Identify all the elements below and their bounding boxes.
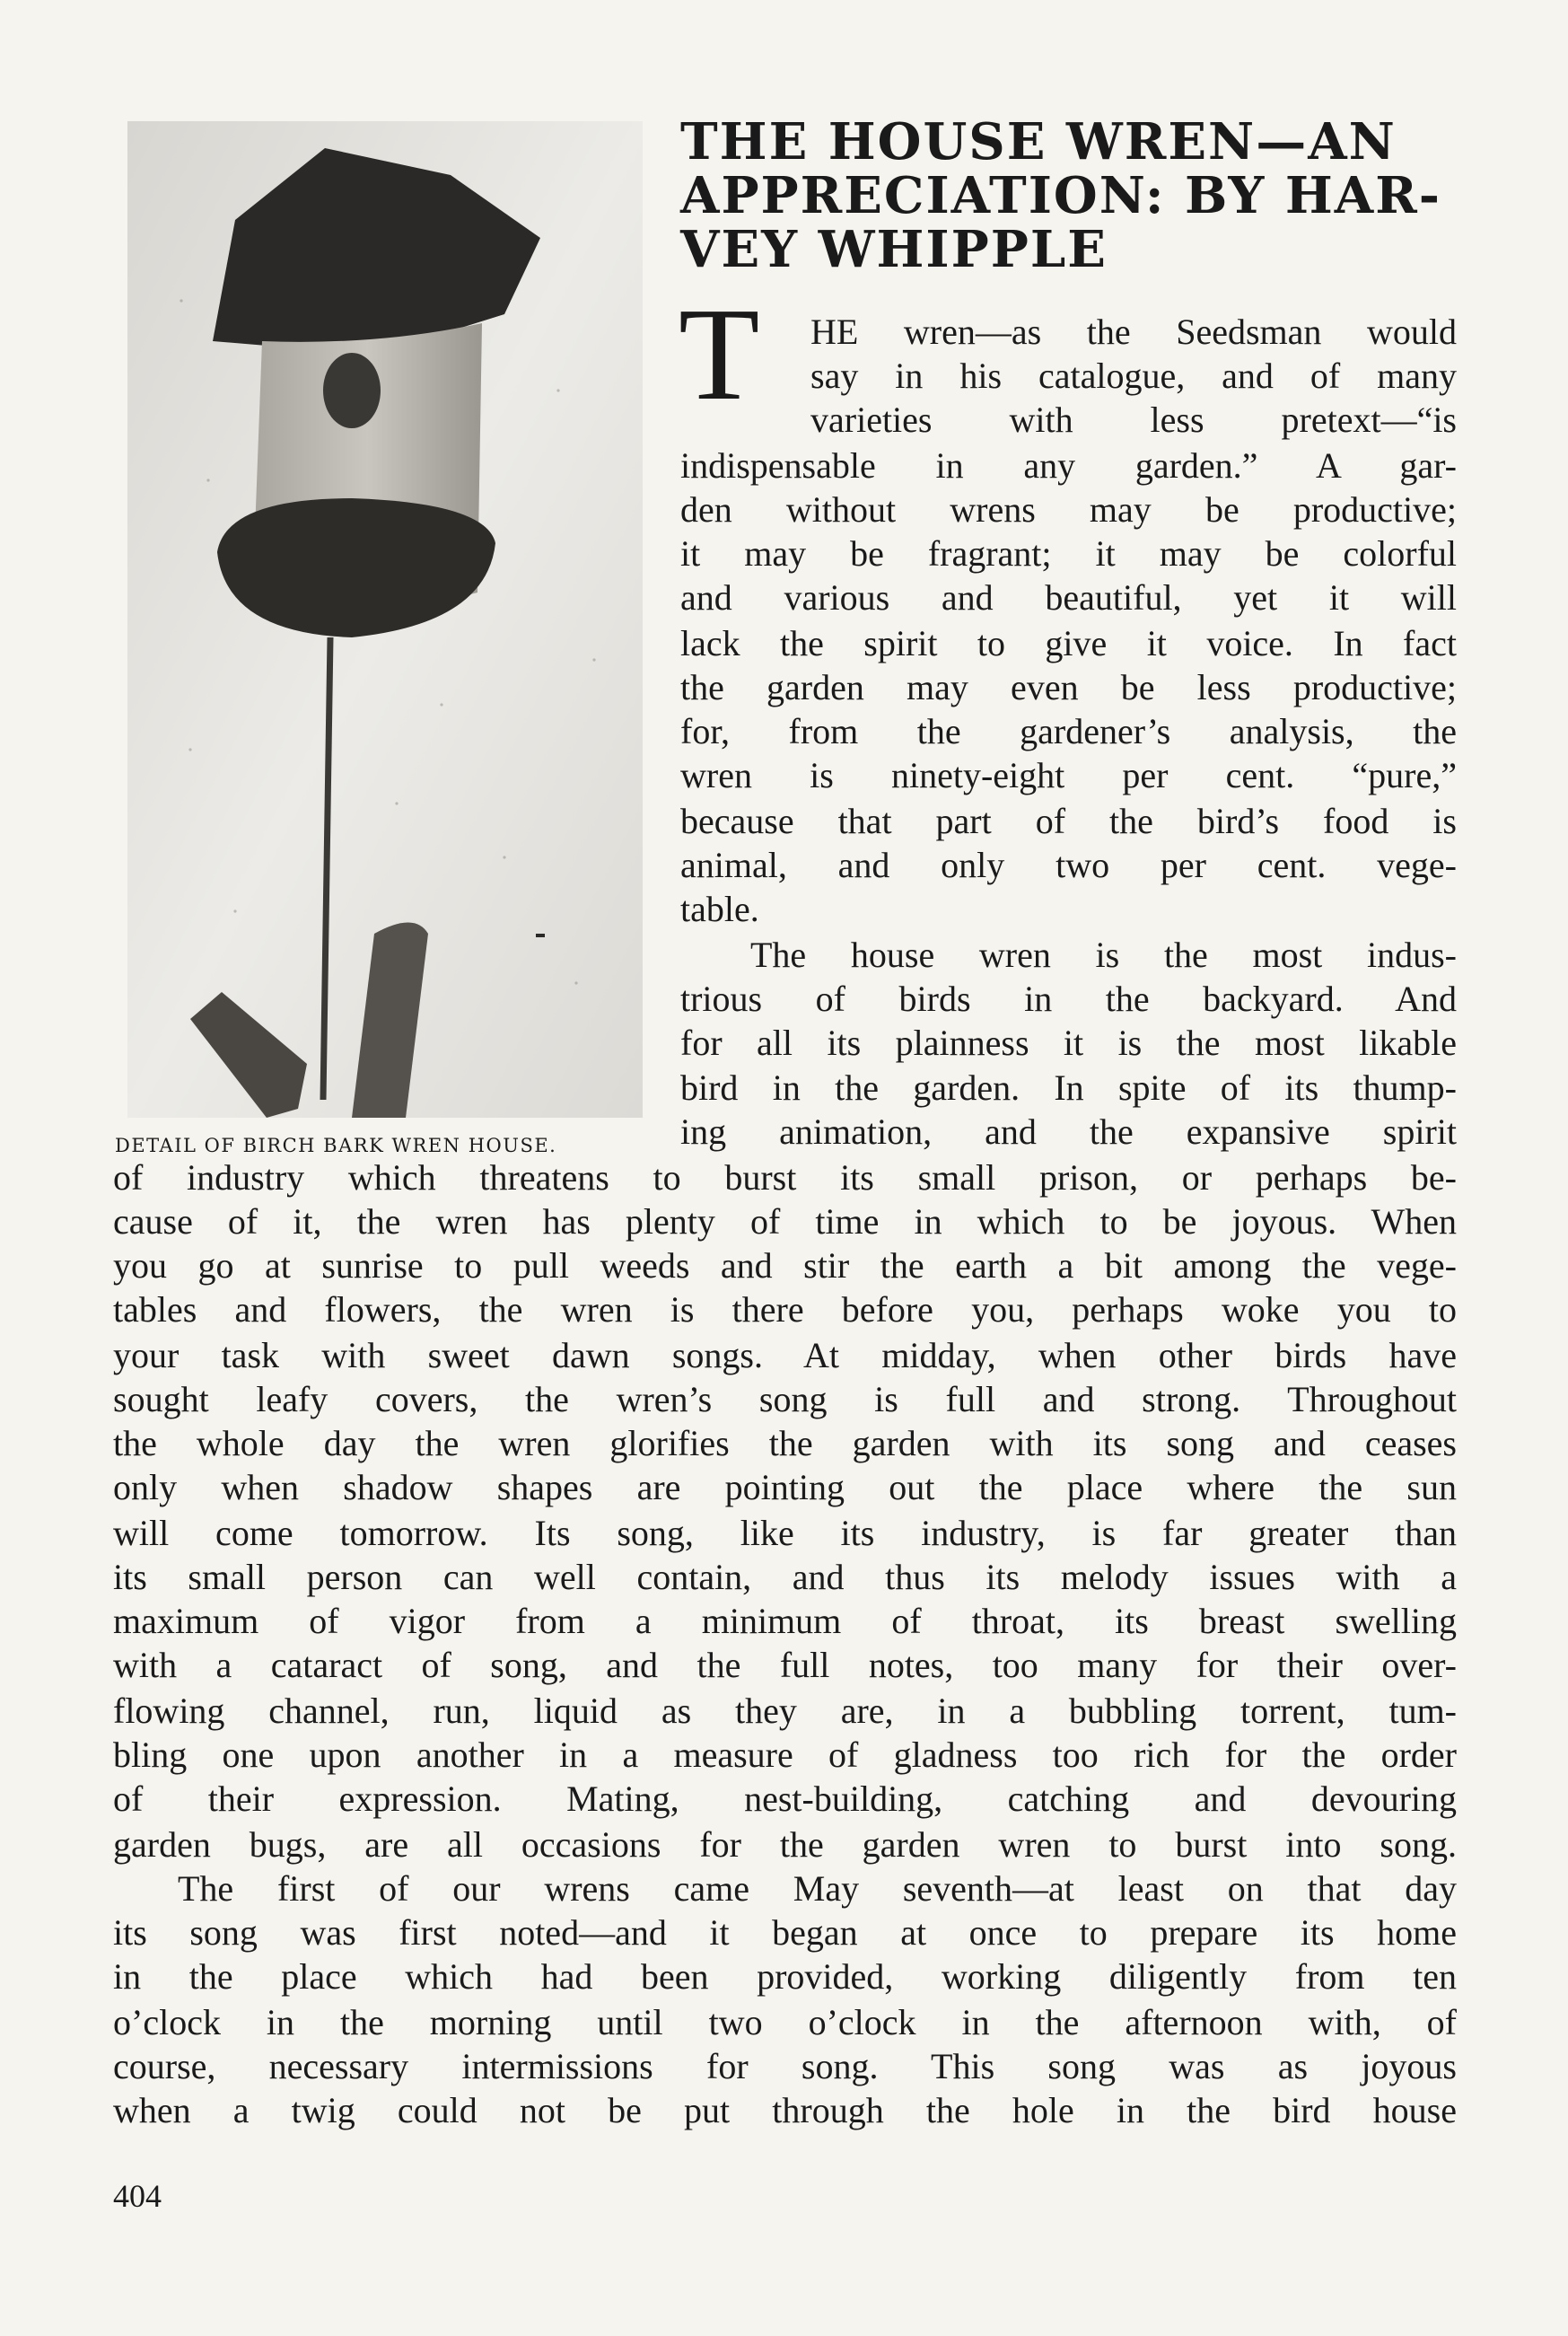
body-line: its song was first noted—and it began at once to prepare its home xyxy=(113,1912,1457,1953)
body-line: with a cataract of song, and the full notes, too many for their over- xyxy=(113,1645,1457,1685)
body-line: garden bugs, are all occasions for the garden wren to burst into song. xyxy=(113,1824,1457,1865)
body-line: maximum of vigor from a minimum of throat, its breast swelling xyxy=(113,1601,1457,1641)
body-line: will come tomorrow. Its song, like its industry, is far greater than xyxy=(113,1513,1457,1553)
body-line: animal, and only two per cent. vege- xyxy=(680,845,1457,885)
body-line: it may be fragrant; it may be colorful xyxy=(680,533,1457,574)
body-line: you go at sunrise to pull weeds and stir the earth a bit among the vege- xyxy=(113,1245,1457,1286)
body-line: course, necessary intermissions for song. This song was as joyous xyxy=(113,2046,1457,2086)
body-line: its small person can well contain, and thus its melody issues with a xyxy=(113,1557,1457,1597)
body-line: the whole day the wren glorifies the garden with its song and ceases xyxy=(113,1423,1457,1463)
body-line: for all its plainness it is the most likable xyxy=(680,1023,1457,1063)
article-title xyxy=(680,112,1470,279)
body-line: sought leafy covers, the wren’s song is full and strong. Throughout xyxy=(113,1379,1457,1419)
body-line: ing animation, and the expansive spirit xyxy=(680,1111,1457,1152)
body-line: flowing channel, run, liquid as they are, in a bubbling torrent, tum- xyxy=(113,1691,1457,1731)
body-line: table. xyxy=(680,889,759,929)
body-line: indispensable in any garden.” A gar- xyxy=(680,445,1457,486)
body-line: tables and flowers, the wren is there before you, perhaps woke you to xyxy=(113,1289,1457,1330)
body-line: cause of it, the wren has plenty of time in which to be joyous. When xyxy=(113,1201,1457,1242)
body-line: for, from the gardener’s analysis, the xyxy=(680,711,1457,751)
body-line: of industry which threatens to burst its small prison, or perhaps be- xyxy=(113,1157,1457,1198)
title-line: VEY WHIPPLE xyxy=(680,220,1108,279)
body-line: of their expression. Mating, nest-building, catching and devouring xyxy=(113,1778,1457,1819)
title-line: APPRECIATION: BY HAR- xyxy=(680,166,1442,225)
body-line: in the place which had been provided, working diligently from ten xyxy=(113,1956,1457,1997)
body-line: when a twig could not be put through the hole in the bird house xyxy=(113,2090,1457,2130)
body-line: wren is ninety-eight per cent. “pure,” xyxy=(680,755,1457,795)
body-line: HE wren—as the Seedsman would xyxy=(810,312,1457,352)
body-line: the garden may even be less productive; xyxy=(680,667,1457,707)
body-line: say in his catalogue, and of many xyxy=(810,356,1457,396)
wren-house-photo xyxy=(127,121,643,1118)
body-line: lack the spirit to give it voice. In fact xyxy=(680,623,1457,663)
body-line: and various and beautiful, yet it will xyxy=(680,577,1457,618)
body-line: only when shadow shapes are pointing out the place where the sun xyxy=(113,1467,1457,1507)
page-number: 404 xyxy=(113,2178,162,2214)
body-line: your task with sweet dawn songs. At midday, when other birds have xyxy=(113,1335,1457,1375)
body-line: bling one upon another in a measure of gladness too rich for the order xyxy=(113,1734,1457,1775)
body-line: o’clock in the morning until two o’clock in the afternoon with, of xyxy=(113,2002,1457,2042)
figure-caption: DETAIL OF BIRCH BARK WREN HOUSE. xyxy=(115,1135,557,1156)
drop-cap: T xyxy=(679,281,760,428)
body-line: because that part of the bird’s food is xyxy=(680,801,1457,841)
body-line: den without wrens may be productive; xyxy=(680,489,1457,530)
body-line: The first of our wrens came May seventh—at least on that day xyxy=(178,1868,1457,1909)
body-line: bird in the garden. In spite of its thump- xyxy=(680,1067,1457,1108)
body-line: trious of birds in the backyard. And xyxy=(680,979,1457,1019)
body-line: The house wren is the most indus- xyxy=(750,935,1457,975)
body-line: varieties with less pretext—“is xyxy=(810,400,1457,440)
title-line: THE HOUSE WREN—AN xyxy=(680,112,1397,171)
